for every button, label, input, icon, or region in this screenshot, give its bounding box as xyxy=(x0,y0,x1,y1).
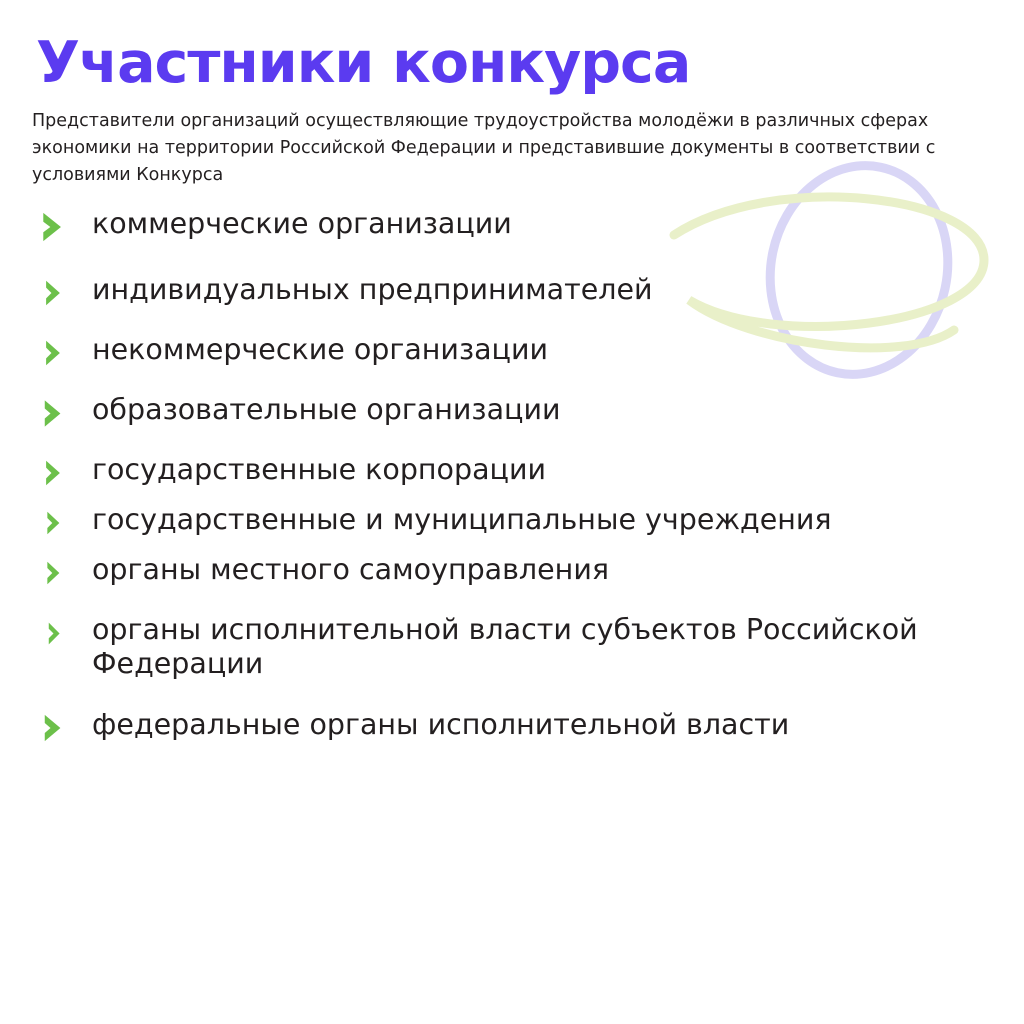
list-item-label: государственные корпорации xyxy=(92,453,546,487)
list-item-label: индивидуальных предпринимателей xyxy=(92,273,653,307)
chevron-right-icon xyxy=(36,393,70,433)
list-item xyxy=(30,333,994,373)
list-item-label: некоммерческие организации xyxy=(92,333,548,367)
list-item xyxy=(30,553,994,593)
list-item xyxy=(30,393,994,433)
chevron-right-icon xyxy=(36,503,70,543)
list-item xyxy=(30,453,994,493)
list-item xyxy=(30,503,994,543)
page-title: Участники конкурса xyxy=(36,30,691,96)
list-item-label: органы исполнительной власти субъектов Российской Федерации xyxy=(92,613,918,681)
chevron-right-icon xyxy=(36,273,70,313)
page-subtitle: Представители организаций осуществляющие трудоустройства молодёжи в различных сферах экономики на территории Российской Федерации и представившие документы в соответствии с условиями Конкурса xyxy=(32,110,936,186)
list-item-label: образовательные организации xyxy=(92,393,561,427)
list-item xyxy=(30,708,994,748)
list-item-label: органы местного самоуправления xyxy=(92,553,609,587)
list-item-label: федеральные органы исполнительной власти xyxy=(92,707,790,741)
chevron-right-icon xyxy=(36,333,70,373)
participants-list xyxy=(30,207,994,747)
list-item xyxy=(30,613,994,681)
chevron-right-icon xyxy=(36,708,70,748)
list-item xyxy=(30,207,994,247)
list-item-label: государственные и муниципальные учреждения xyxy=(92,503,832,537)
chevron-right-icon xyxy=(36,553,70,593)
chevron-right-icon xyxy=(36,453,70,493)
list-item xyxy=(30,273,994,313)
chevron-right-icon xyxy=(36,207,70,247)
chevron-right-icon xyxy=(36,613,70,653)
list-item-label: коммерческие организации xyxy=(92,207,512,241)
